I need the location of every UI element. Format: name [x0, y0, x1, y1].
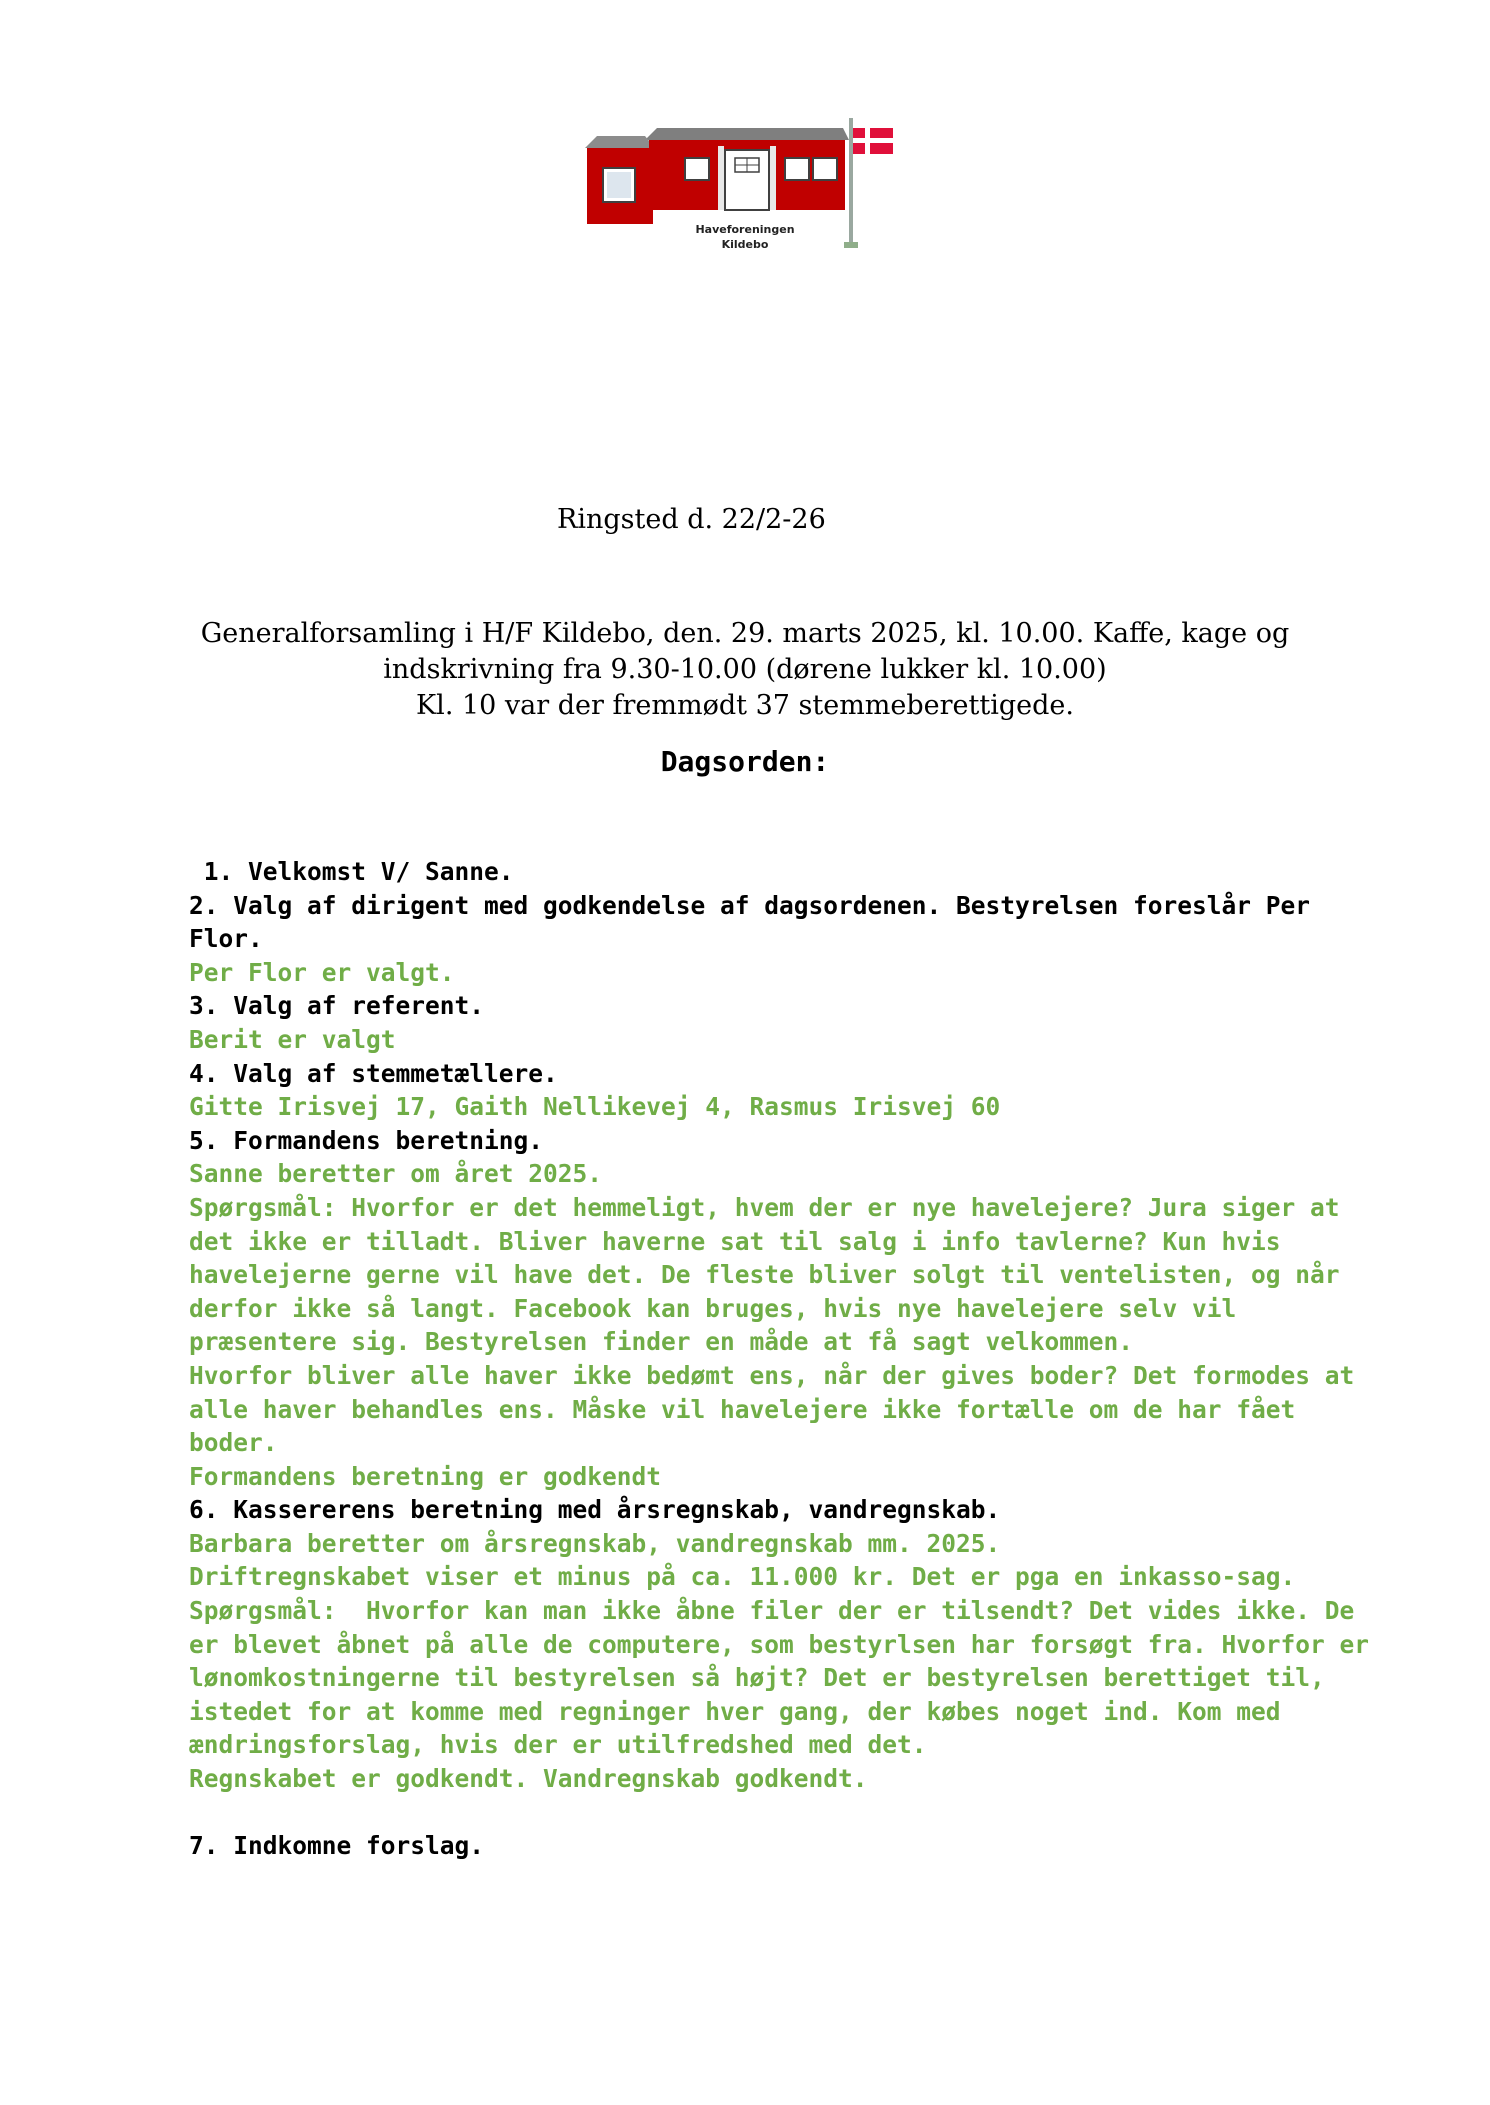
intro-line-2: indskrivning fra 9.30-10.00 (dørene lukker kl. 10.00) — [383, 654, 1107, 685]
minutes-text: havelejerne gerne vil have det. De fleste bliver solgt til ventelisten, og når — [189, 1260, 1340, 1290]
minutes-text: Sanne beretter om året 2025. — [189, 1159, 603, 1189]
agenda-item-4: 4. Valg af stemmetællere. — [189, 1058, 558, 1088]
minutes-text: boder. — [189, 1428, 278, 1458]
minutes-text: det ikke er tilladt. Bliver haverne sat til salg i info tavlerne? Kun hvis — [189, 1226, 1281, 1256]
spacer — [189, 1796, 1349, 1830]
agenda-item-2-cont: Flor. — [189, 924, 263, 954]
minutes-text: præsentere sig. Bestyrelsen finder en måde at få sagt velkommen. — [189, 1327, 1134, 1357]
agenda-heading: Dagsorden: — [660, 745, 830, 778]
logo-name-line2: Kildebo — [721, 238, 769, 251]
date-line: Ringsted d. 22/2-26 — [557, 504, 826, 535]
decision-text: Formandens beretning er godkendt — [189, 1461, 662, 1491]
logo-name-line1: Haveforeningen — [695, 223, 795, 236]
minutes-text: Spørgsmål: Hvorfor er det hemmeligt, hvem der er nye havelejere? Jura siger at — [189, 1192, 1340, 1222]
agenda-item-7: 7. Indkomne forslag. — [189, 1831, 485, 1861]
minutes-text: derfor ikke så langt. Facebook kan bruges, hvis nye havelejere selv vil — [189, 1293, 1237, 1323]
agenda-list — [189, 855, 1370, 1863]
logo-caption — [680, 222, 810, 252]
agenda-item-2: 2. Valg af dirigent med godkendelse af dagsordenen. Bestyrelsen foreslår Per — [189, 890, 1311, 920]
minutes-text: Driftregnskabet viser et minus på ca. 11.000 kr. Det er pga en inkasso-sag. — [189, 1562, 1296, 1592]
minutes-text: alle haver behandles ens. Måske vil havelejere ikke fortælle om de har fået — [189, 1394, 1296, 1424]
agenda-item-6: 6. Kassererens beretning med årsregnskab, vandregnskab. — [189, 1495, 1001, 1525]
decision-text: Regnskabet er godkendt. Vandregnskab godkendt. — [189, 1764, 868, 1794]
decision-text: Gitte Irisvej 17, Gaith Nellikevej 4, Rasmus Irisvej 60 — [189, 1092, 1001, 1122]
agenda-item-3: 3. Valg af referent. — [189, 991, 485, 1021]
minutes-text: ændringsforslag, hvis der er utilfredshed med det. — [189, 1730, 927, 1760]
minutes-text: Hvorfor bliver alle haver ikke bedømt ens, når der gives boder? Det formodes at — [189, 1360, 1355, 1390]
decision-text: Per Flor er valgt. — [189, 957, 455, 987]
minutes-text: istedet for at komme med regninger hver gang, der købes noget ind. Kom med — [189, 1696, 1281, 1726]
minutes-text: Barbara beretter om årsregnskab, vandregnskab mm. 2025. — [189, 1528, 1001, 1558]
agenda-item-5: 5. Formandens beretning. — [189, 1125, 544, 1155]
decision-text: Berit er valgt — [189, 1024, 396, 1054]
intro-line-3: Kl. 10 var der fremmødt 37 stemmeberettigede. — [416, 690, 1074, 721]
minutes-text: Spørgsmål: Hvorfor kan man ikke åbne filer der er tilsendt? Det vides ikke. De — [189, 1596, 1355, 1626]
minutes-text: er blevet åbnet på alle de computere, som bestyrlsen har forsøgt fra. Hvorfor er — [189, 1629, 1370, 1659]
minutes-text: lønomkostningerne til bestyrelsen så højt? Det er bestyrelsen berettiget til, — [189, 1663, 1325, 1693]
agenda-item-1: 1. Velkomst V/ Sanne. — [189, 857, 514, 886]
meeting-intro — [200, 616, 1290, 724]
intro-line-1: Generalforsamling i H/F Kildebo, den. 29. marts 2025, kl. 10.00. Kaffe, kage og — [200, 618, 1290, 649]
